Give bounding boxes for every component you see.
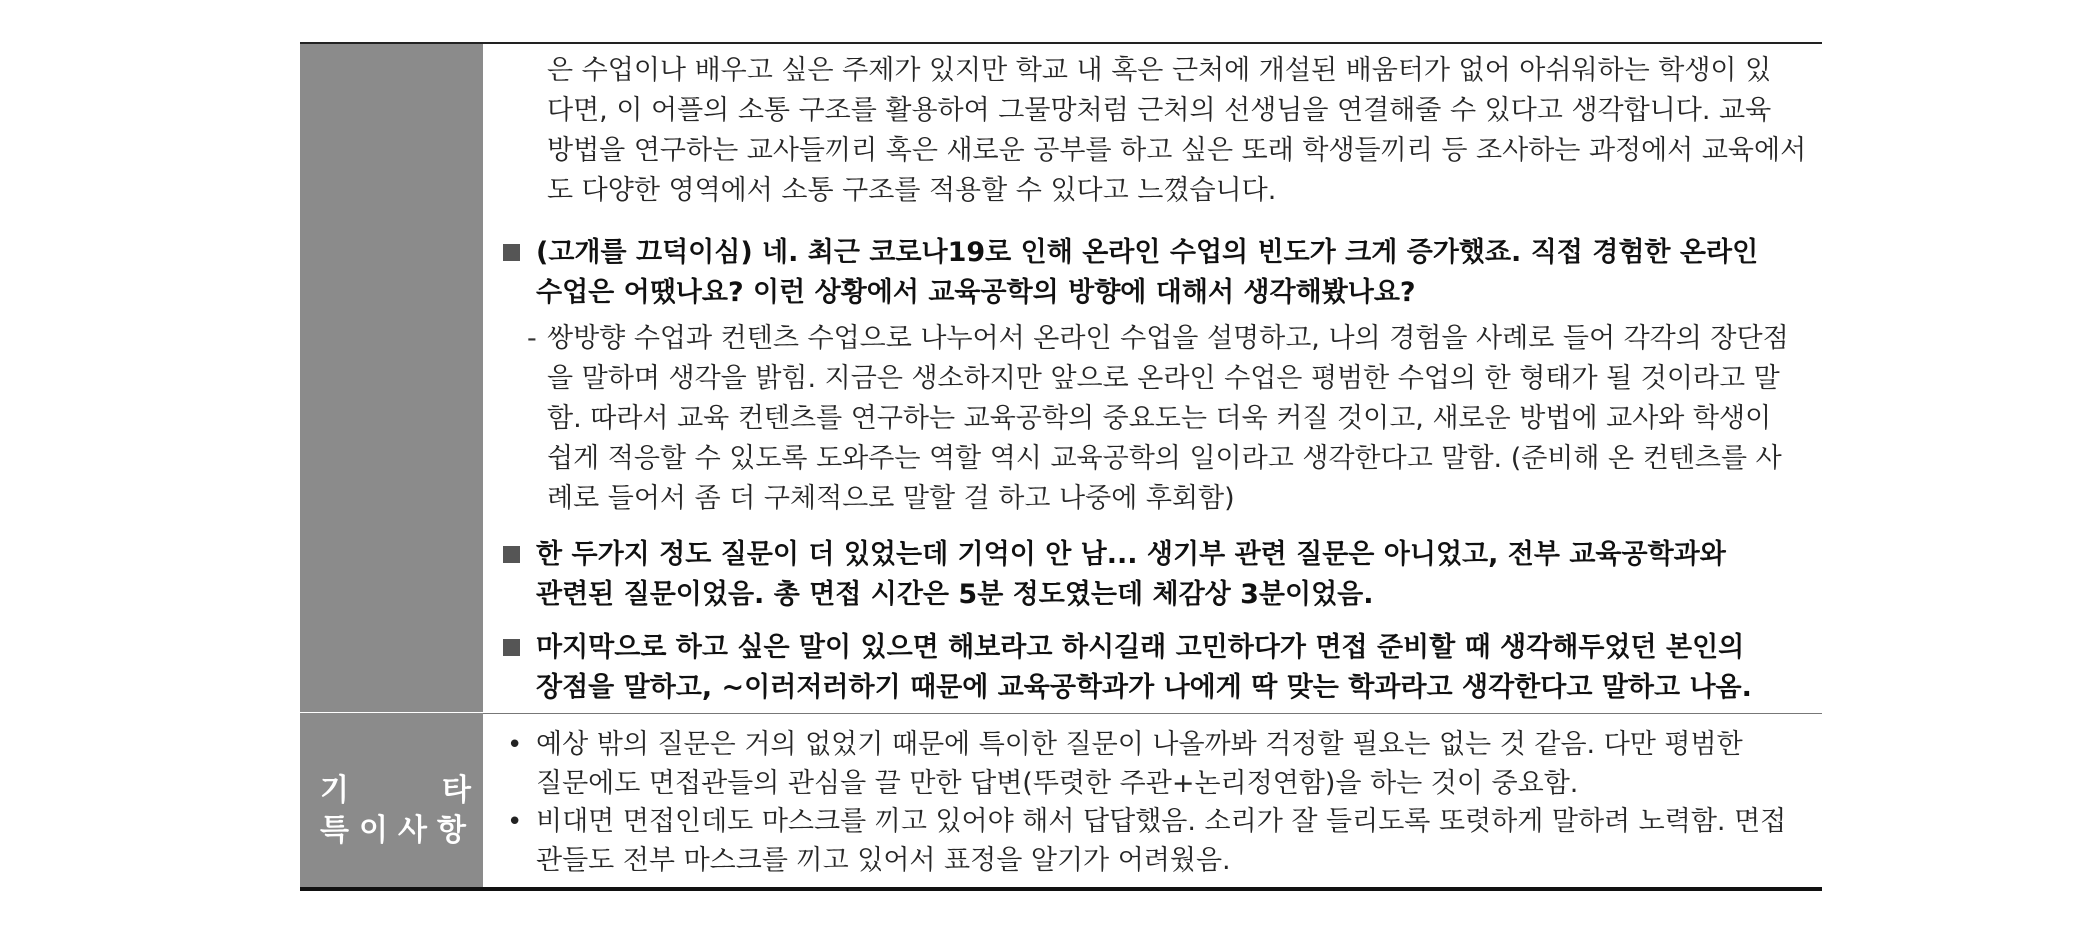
interview-table xyxy=(300,42,1822,891)
table-bottom-rule xyxy=(300,887,1822,891)
square-bullet-icon xyxy=(503,546,520,563)
note-1-line-2: 질문에도 면접관들의 관심을 끌 만한 답변(뚜렷한 주관+논리정연함)을 하는 것이 중요함. xyxy=(536,768,1579,799)
intro-line-4: 도 다양한 영역에서 소통 구조를 적용할 수 있다고 느꼈습니다. xyxy=(547,175,1277,206)
answer-1-line-3: 함. 따라서 교육 컨텐츠를 연구하는 교육공학의 중요도는 더욱 커질 것이고, 새로운 방법에 교사와 학생이 xyxy=(547,403,1772,434)
other-notes-content-cell xyxy=(483,713,1822,887)
label-special-notes: 특이사항 xyxy=(320,813,476,848)
answer-1-line-1: 쌍방향 수업과 컨텐츠 수업으로 나누어서 온라인 수업을 설명하고, 나의 경험을 사례로 들어 각각의 장단점 xyxy=(547,323,1789,354)
answer-1-line-5: 례로 들어서 좀 더 구체적으로 말할 걸 하고 나중에 후회함) xyxy=(547,483,1235,514)
note-1-line-1: 예상 밖의 질문은 거의 없었기 때문에 특이한 질문이 나올까봐 걱정할 필요는 없는 것 같음. 다만 평범한 xyxy=(536,729,1743,760)
dot-bullet-icon: • xyxy=(507,730,523,760)
question-2-line-1: 한 두가지 정도 질문이 더 있었는데 기억이 안 남... 생기부 관련 질문은 아니었고, 전부 교육공학과와 xyxy=(536,539,1726,570)
answer-1-line-4: 쉽게 적응할 수 있도록 도와주는 역할 역시 교육공학의 일이라고 생각한다고 말함. (준비해 온 컨텐츠를 사 xyxy=(547,443,1782,474)
note-2-line-1: 비대면 면접인데도 마스크를 끼고 있어야 해서 답답했음. 소리가 잘 들리도록 또렷하게 말하려 노력함. 면접 xyxy=(536,806,1787,837)
answer-1-line-2: 을 말하며 생각을 밝힘. 지금은 생소하지만 앞으로 온라인 수업은 평범한 수업의 한 형태가 될 것이라고 말 xyxy=(547,363,1780,394)
dot-bullet-icon: • xyxy=(507,807,523,837)
dash-bullet-icon: - xyxy=(527,323,537,354)
square-bullet-icon xyxy=(503,639,520,656)
note-2-line-2: 관들도 전부 마스크를 끼고 있어서 표정을 알기가 어려웠음. xyxy=(536,845,1231,876)
interview-content-row xyxy=(300,44,1822,712)
label-gi: 기 xyxy=(320,773,349,808)
question-3-line-2: 장점을 말하고, ~이러저러하기 때문에 교육공학과가 나에게 딱 맞는 학과라고 생각한다고 말하고 나옴. xyxy=(536,672,1752,703)
square-bullet-icon xyxy=(503,244,520,261)
intro-line-2: 다면, 이 어플의 소통 구조를 활용하여 그물망처럼 근처의 선생님을 연결해줄 수 있다고 생각합니다. 교육 xyxy=(547,95,1772,126)
question-1-line-2: 수업은 어땠나요? 이런 상황에서 교육공학의 방향에 대해서 생각해봤나요? xyxy=(536,277,1416,308)
question-3-line-1: 마지막으로 하고 싶은 말이 있으면 해보라고 하시길래 고민하다가 면접 준비할 때 생각해두었던 본인의 xyxy=(536,632,1745,663)
row-label-cell-empty xyxy=(300,44,483,712)
intro-line-1: 은 수업이나 배우고 싶은 주제가 있지만 학교 내 혹은 근처에 개설된 배움터가 없어 아쉬워하는 학생이 있 xyxy=(547,55,1772,86)
label-ta: 타 xyxy=(442,773,471,808)
other-notes-label-cell xyxy=(300,713,483,887)
other-notes-row xyxy=(300,712,1822,887)
interview-content-cell xyxy=(483,44,1822,712)
question-2-line-2: 관련된 질문이었음. 총 면접 시간은 5분 정도였는데 체감상 3분이었음. xyxy=(536,579,1374,610)
question-1-line-1: (고개를 끄덕이심) 네. 최근 코로나19로 인해 온라인 수업의 빈도가 크게 증가했죠. 직접 경험한 온라인 xyxy=(536,237,1759,268)
intro-line-3: 방법을 연구하는 교사들끼리 혹은 새로운 공부를 하고 싶은 또래 학생들끼리 등 조사하는 과정에서 교육에서 xyxy=(547,135,1807,166)
